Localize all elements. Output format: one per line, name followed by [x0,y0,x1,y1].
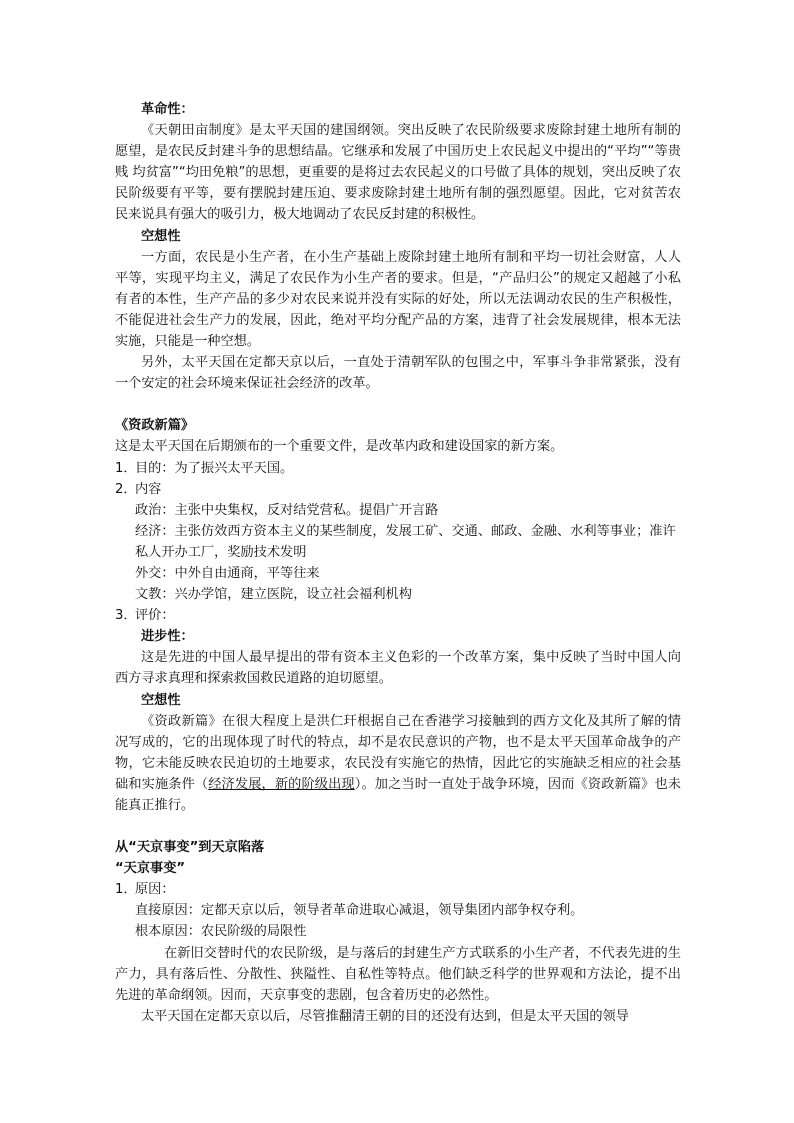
list-text: 目的：为了振兴太平天国。 [135,460,294,476]
heading-utopian-zizheng: 空想性 [141,692,181,708]
text-segment: ）。加之当时一直处于战争环境，因而《资政新篇》也未能真正推行。 [115,776,681,813]
paragraph-progressive: 这是先进的中国人最早提出的带有资本主义色彩的一个改革方案，集中反映了当时中国人向西方寻求真理和探索救国救民道路的迫切愿望。 [115,650,681,687]
spacer [115,394,681,415]
section-title-zizheng: 《资政新篇》 [115,418,195,434]
list-text: 评价： [135,608,175,624]
section-title-tianjing: 从“天京事变”到天京陷落 [115,840,265,856]
paragraph-utopian-zizheng [115,711,681,816]
content-politics: 政治：主张中央集权，反对结党营私。提倡广开言路 [135,502,439,518]
list-number: 1． [115,460,137,476]
list-item-cause [115,879,681,900]
paragraph-land-system: 《天朝田亩制度》是太平天国的建国纲领。突出反映了农民阶级要求废除封建土地所有制的愿望，是农民反封建斗争的思想结晶。它继承和发展了中国历史上农民起义中提出的“平均”“等贵贱 均贫富”“均田免粮”的思想，更重要的是将过去农民起义的口号做了具体的规划，突出反映了农民阶级要有平等，要有摆脱封建压迫、要求废除封建土地所有制的强烈愿望。因此，它对贫苦农民来说具有强大的吸引力，极大地调动了农民反封建的积极性。 [115,123,681,223]
content-economy: 经济：主张仿效西方资本主义的某些制度，发展工矿、交通、邮政、金融、水利等事业；准许私人开办工厂，奖励技术发明 [135,523,676,560]
list-number: 2． [115,481,137,497]
heading-utopian: 空想性 [141,228,181,244]
content-diplomacy: 外交：中外自由通商，平等往来 [135,565,320,581]
cause-fundamental: 根本原因：农民阶级的局限性 [135,924,307,940]
list-number: 1． [115,882,137,898]
underlined-note: 经济发展，新的阶级出现 [208,776,355,792]
heading-revolutionary: 革命性： [141,102,194,117]
paragraph-after-capital: 太平天国在定都天京以后，尽管推翻清王朝的目的还没有达到，但是太平天国的领导 [141,1008,629,1024]
spacer [115,816,681,837]
heading-progressive: 进步性： [141,629,194,645]
paragraph-zizheng-intro: 这是太平天国在后期颁布的一个重要文件，是改革内政和建设国家的新方案。 [115,439,564,455]
document-body [115,99,681,1027]
list-item-content [115,479,681,500]
paragraph-utopian-2: 另外，太平天国在定都天京以后，一直处于清朝军队的包围之中，军事斗争非常紧张，没有一个安定的社会环境来保证社会经济的改革。 [115,355,681,392]
list-item-evaluation [115,605,681,626]
content-culture: 文教：兴办学馆，建立医院，设立社会福利机构 [135,587,412,603]
subheading-tianjing-incident: “天京事变” [115,861,186,877]
list-text: 内容 [135,481,162,497]
cause-direct: 直接原因：定都天京以后，领导者革命进取心减退，领导集团内部争权夺利。 [135,903,584,919]
list-item-purpose [115,458,681,479]
list-text: 原因： [135,882,175,898]
paragraph-utopian-1: 一方面，农民是小生产者，在小生产基础上废除封建土地所有制和平均一切社会财富，人人平等，实现平均主义，满足了农民作为小生产者的要求。但是，“产品归公”的规定又超越了小私有者的本性，生产产品的多少对农民来说并没有实际的好处，所以无法调动农民的生产积极性，不能促进社会生产力的发展，因此，绝对平均分配产品的方案，违背了社会发展规律，根本无法实施，只能是一种空想。 [115,249,681,350]
text-segment: 《资政新篇》在很大程度上是洪仁玕根据自己在香港学习接触到的西方文化及其所了解的情况写成的，它的出现体现了时代的特点，却不是农民意识的产物，也不是太平天国革命战争的产物，它未能反映农民迫切的土地要求，农民没有实施它的热情，因此它的实施缺乏相应的社会基础和实施条件（ [115,713,681,792]
paragraph-peasant-class: 在新旧交替时代的农民阶级，是与落后的封建生产方式联系的小生产者，不代表先进的生产力，具有落后性、分散性、狭隘性、自私性等特点。他们缺乏科学的世界观和方法论，提不出先进的革命纲领。因而，天京事变的悲剧，包含着历史的必然性。 [115,945,681,1003]
list-number: 3． [115,608,137,624]
